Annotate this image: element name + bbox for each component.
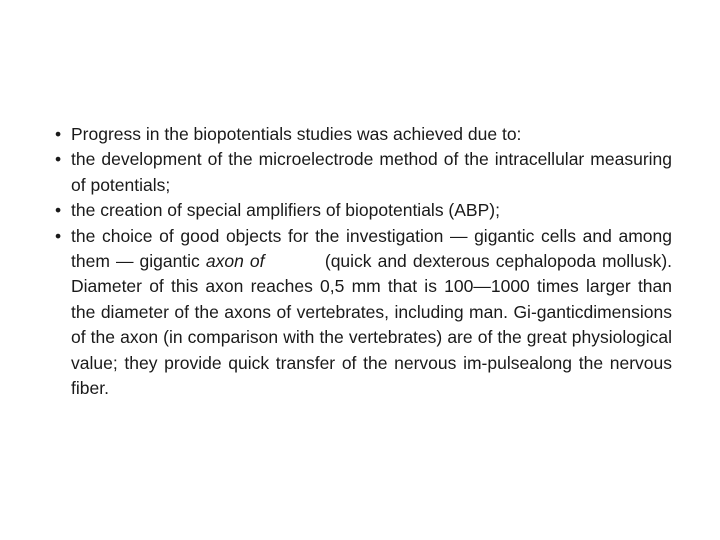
bullet-item xyxy=(48,198,672,223)
bullet-list xyxy=(48,122,672,401)
bullet-text: the development of the microelectrode method of the intracellular measuring of potentials; xyxy=(71,149,672,195)
bullet-text-italic: axon of xyxy=(205,251,265,272)
bullet-text-end: (quick and dexterous cephalopoda mollusk). Diameter of this axon reaches 0,5 mm that is 100—1000 times larger than the diameter of the axons of vertebrates, including man. Gi-ganticdimensions of the axon (in comparison with the vertebrates) are of the great physiological value; they provide quick transfer of the nervous im-pulsealong the nervous fiber. xyxy=(71,251,673,399)
bullet-text: the creation of special amplifiers of biopotentials (ABP); xyxy=(71,200,500,221)
bullet-text-start: the choice of good objects for the investigation — gigantic cells and among them — gigantic xyxy=(71,225,672,272)
bullet-item xyxy=(48,224,672,402)
bullet-item xyxy=(48,147,672,198)
bullet-text: Progress in the biopotentials studies was achieved due to: xyxy=(71,124,522,144)
bullet-item xyxy=(48,122,672,147)
